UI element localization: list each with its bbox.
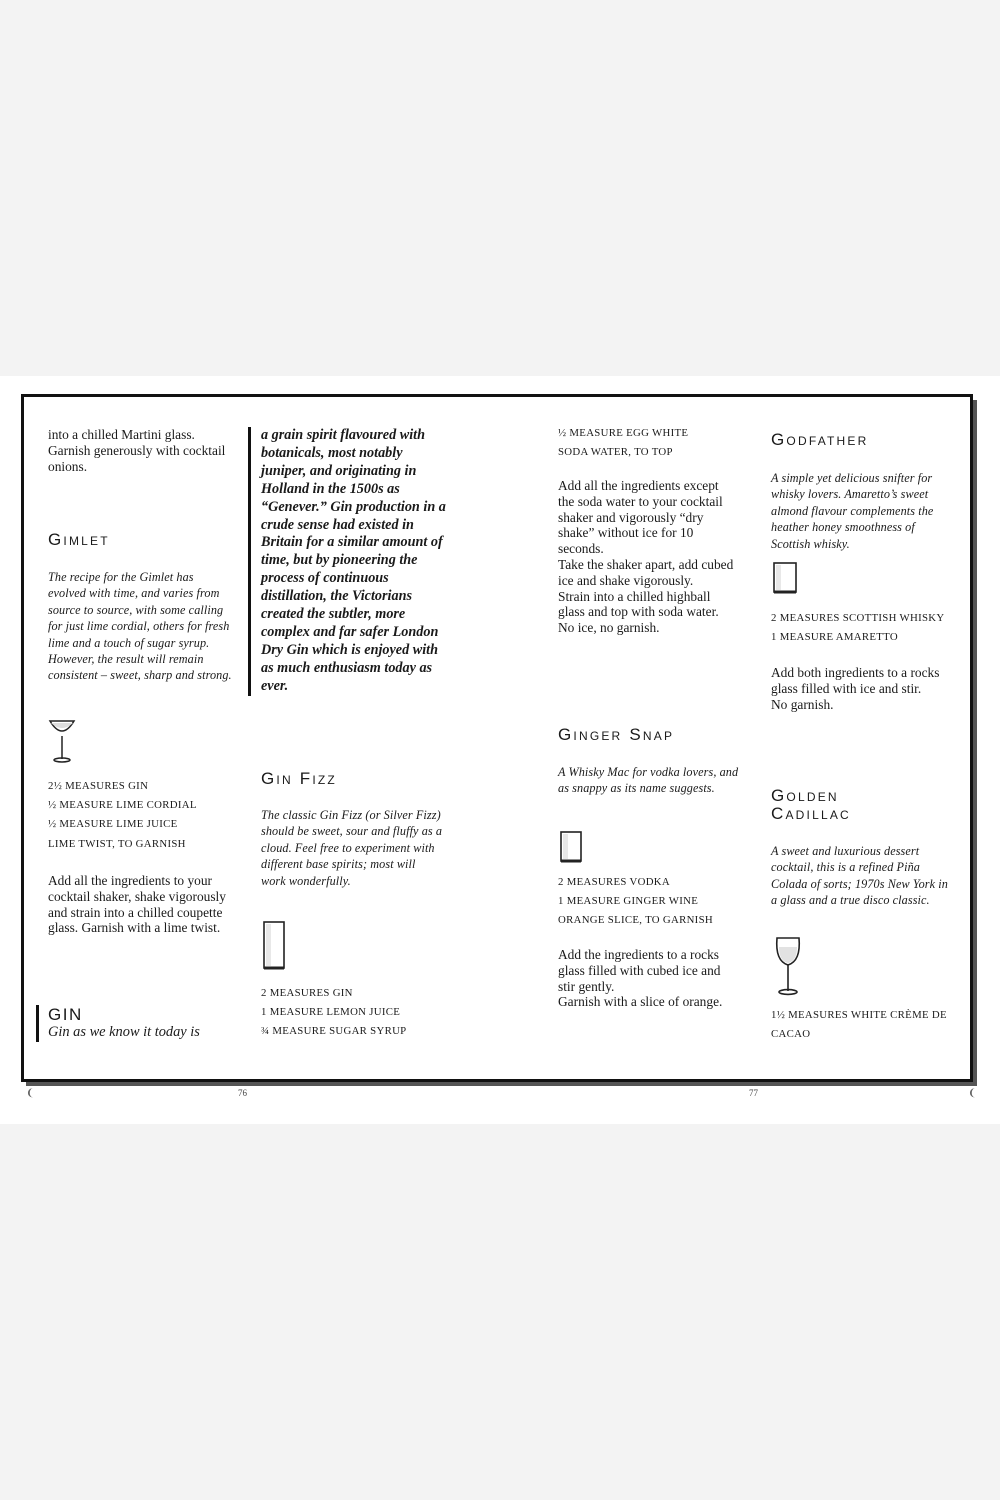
gin-heading: GIN bbox=[48, 1005, 83, 1024]
method-step: Strain into a chilled highball glass and top with soda water. bbox=[558, 588, 719, 620]
gin-feature-start bbox=[36, 1005, 238, 1042]
gin-feature-text: a grain spirit flavoured with botanicals, most notably juniper, and originating in Holland in the 1500s as “Genever.” Gin production in a crude sense had existed in Britain for a similar amount of time, but by pioneering the process of continuous distillation, the Victorians created the subtler, more complex and far safer London Dry Gin which is enjoyed with as much enthusiasm today as ever. bbox=[261, 427, 446, 694]
method-step: Add all the ingredients except the soda water to your cocktail shaker and vigorously “dry shake” without ice for 10 seconds. bbox=[558, 478, 723, 557]
corner-mark-left: ❨ bbox=[26, 1088, 35, 1099]
page-number-left: 76 bbox=[238, 1088, 247, 1098]
gin-fizz-ingredients bbox=[261, 984, 451, 1042]
gimlet-title: Gimlet bbox=[48, 530, 110, 549]
golden-cadillac-intro: A sweet and luxurious dessert cocktail, this is a refined Piña Colada of sorts; 1970s New York in a glass and a true disco classic. bbox=[771, 844, 948, 908]
godfather-intro: A simple yet delicious snifter for whisky lovers. Amaretto’s sweet almond flavour complements the heather honey smoothness of Scottish whisky. bbox=[771, 471, 934, 551]
godfather-ingredients bbox=[771, 609, 961, 647]
ingredient: 1 MEASURE LEMON JUICE bbox=[261, 1006, 401, 1019]
ingredient: 2 MEASURES VODKA bbox=[558, 876, 670, 888]
coupette-glass-icon bbox=[48, 717, 76, 765]
column-2 bbox=[248, 427, 448, 1038]
column-1 bbox=[48, 427, 233, 1040]
godfather-title: Godfather bbox=[771, 430, 869, 449]
method-step: Take the shaker apart, add cubed ice and shake vigorously. bbox=[558, 556, 734, 588]
gin-fizz-title: Gin Fizz bbox=[261, 769, 337, 788]
ingredient: 1½ MEASURES WHITE CRÈME DE CACAO bbox=[771, 1009, 947, 1041]
corner-mark-right: ❨ bbox=[968, 1088, 977, 1099]
ingredient: ½ MEASURE LIME JUICE bbox=[48, 818, 178, 831]
ingredient: ½ MEASURE LIME CORDIAL bbox=[48, 799, 197, 812]
highball-glass-icon bbox=[261, 920, 287, 972]
martini-tail-text: into a chilled Martini glass. Garnish generously with cocktail onions. bbox=[48, 427, 226, 474]
frame-shadow-bottom bbox=[26, 1082, 977, 1086]
gin-fizz-method bbox=[558, 478, 736, 636]
ingredient: 1 MEASURE GINGER WINE bbox=[558, 895, 699, 908]
ingredient: LIME TWIST, TO GARNISH bbox=[48, 837, 186, 850]
gimlet-method: Add all the ingredients to your cocktail shaker, shake vigorously and strain into a chilled coupette glass. Garnish with a lime twist. bbox=[48, 873, 226, 936]
method-step: No ice, no garnish. bbox=[558, 620, 660, 636]
gimlet-ingredients bbox=[48, 777, 233, 854]
rocks-glass-icon bbox=[771, 561, 799, 595]
column-4 bbox=[771, 430, 956, 1041]
gin-fizz-intro: The classic Gin Fizz (or Silver Fizz) should be sweet, sour and fluffy as a cloud. Feel free to experiment with different base spirits; most will work wonderfully. bbox=[261, 808, 443, 888]
gin-feature bbox=[248, 427, 449, 696]
method-step: Add both ingredients to a rocks glass filled with ice and stir. bbox=[771, 665, 940, 696]
title-line: Cadillac bbox=[771, 804, 851, 823]
ingredient: 2 MEASURES SCOTTISH WHISKY bbox=[771, 612, 945, 624]
gin-intro-start: Gin as we know it today is bbox=[48, 1024, 200, 1040]
rocks-glass-icon bbox=[558, 830, 584, 864]
golden-cadillac-title bbox=[771, 787, 851, 823]
gimlet-intro: The recipe for the Gimlet has evolved with time, and varies from source to source, with some calling for just lime cordial, others for fresh lime and a touch of sugar syrup. However, the result will remain consistent – sweet, sharp and strong. bbox=[48, 570, 232, 683]
method-step: No garnish. bbox=[771, 696, 834, 712]
ingredient: ORANGE SLICE, TO GARNISH bbox=[558, 914, 713, 927]
ingredient: 2½ MEASURES GIN bbox=[48, 780, 149, 792]
godfather-method bbox=[771, 665, 956, 712]
frame-shadow-right bbox=[973, 400, 977, 1085]
ingredient: ½ MEASURE EGG WHITE bbox=[558, 427, 689, 439]
golden-cadillac-ingredients bbox=[771, 1006, 956, 1044]
ingredient: 2 MEASURES GIN bbox=[261, 987, 353, 999]
book-spread bbox=[0, 376, 1000, 1124]
ginger-snap-method bbox=[558, 947, 736, 1010]
page-number-right: 77 bbox=[749, 1088, 758, 1098]
ginger-snap-title: Ginger Snap bbox=[558, 725, 675, 744]
ginger-snap-intro: A Whisky Mac for vodka lovers, and as snappy as its name suggests. bbox=[558, 765, 739, 796]
ingredient: ¾ MEASURE SUGAR SYRUP bbox=[261, 1025, 407, 1038]
method-step: Garnish with a slice of orange. bbox=[558, 994, 723, 1010]
wine-glass-icon bbox=[773, 935, 803, 997]
ingredient: SODA WATER, TO TOP bbox=[558, 446, 673, 459]
ingredient: 1 MEASURE AMARETTO bbox=[771, 631, 898, 644]
method-step: Add the ingredients to a rocks glass filled with cubed ice and stir gently. bbox=[558, 947, 721, 994]
gin-fizz-ingredients-continued bbox=[558, 424, 743, 462]
title-line: Golden bbox=[771, 786, 839, 805]
column-3 bbox=[558, 424, 743, 1010]
ginger-snap-ingredients bbox=[558, 873, 748, 931]
